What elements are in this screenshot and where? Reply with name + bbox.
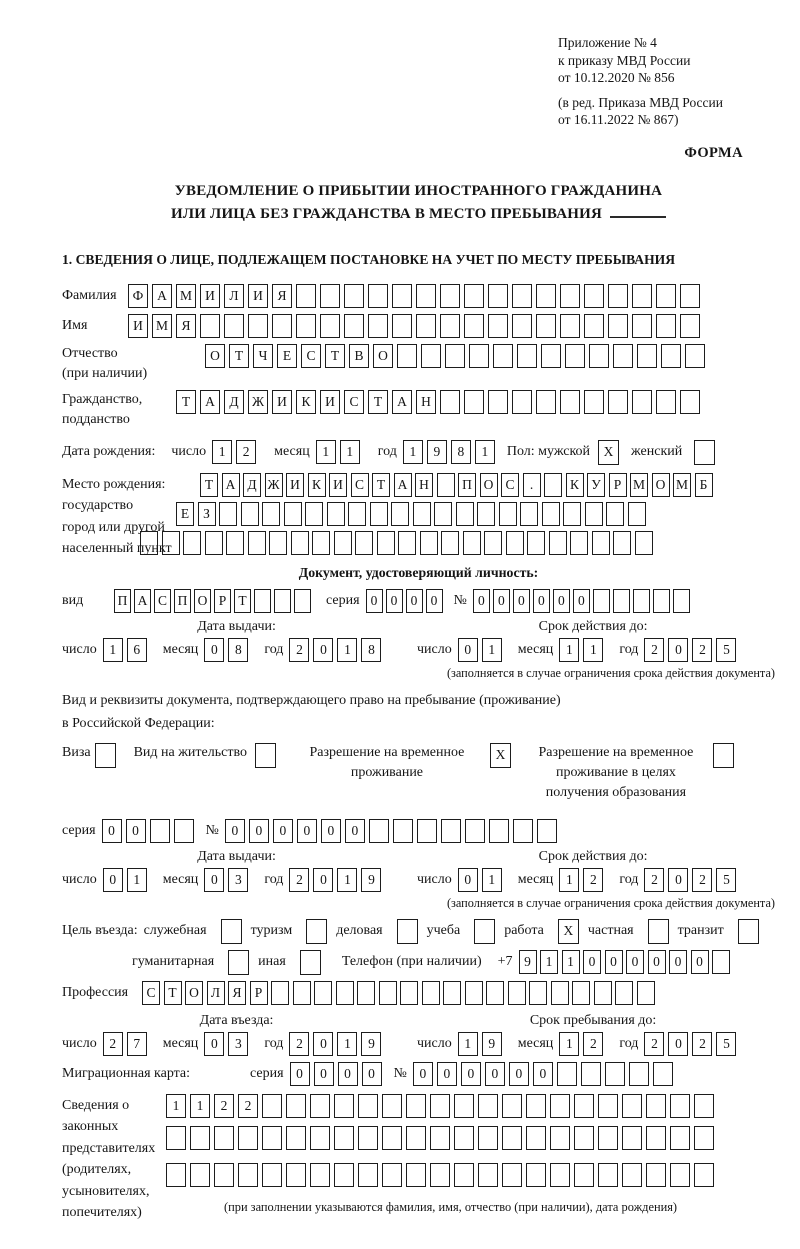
entry-month-cells[interactable]: 0 3	[204, 1032, 252, 1056]
doc-number-label: №	[453, 592, 467, 608]
residence-number-cells[interactable]: 0 0 0 0 0 0	[225, 819, 561, 843]
representatives-row3-cells[interactable]	[166, 1163, 718, 1187]
form-title-line2: ИЛИ ЛИЦА БЕЗ ГРАЖДАНСТВА В МЕСТО ПРЕБЫВАНИЯ	[62, 203, 775, 226]
residence-issue-month-cells[interactable]: 0 3	[204, 868, 252, 892]
residence-doc-options	[62, 743, 775, 803]
given-name-cells[interactable]: И М Я	[128, 314, 704, 338]
option-residence-permit	[134, 743, 276, 768]
option-temp-residence-education-checkbox[interactable]	[713, 743, 734, 768]
option-temp-residence	[292, 743, 511, 783]
option-residence-permit-checkbox[interactable]	[255, 743, 276, 768]
birth-month-cells[interactable]: 1 1	[316, 440, 364, 464]
migration-card-row	[62, 1062, 775, 1086]
stay-until-date: число 1 9 месяц 1 2 год 2 0 2 5	[417, 1032, 752, 1056]
migration-series-cells[interactable]: 0 0 0 0	[290, 1062, 386, 1086]
expiry-day-cells[interactable]: 0 1	[458, 638, 506, 662]
birth-place-row1-cells[interactable]: Т А Д Ж И К И С Т А Н П О С . К У Р М О М Б	[200, 473, 716, 497]
residence-expiry-month-cells[interactable]: 1 2	[559, 868, 607, 892]
entry-day-cells[interactable]: 2 7	[103, 1032, 151, 1056]
purpose-row-2	[132, 950, 775, 975]
forma-label: ФОРМА	[684, 144, 743, 161]
residence-doc-dates-row	[62, 868, 775, 892]
sex-female-label: женский	[631, 444, 683, 459]
phone-prefix: +7	[497, 954, 513, 969]
identity-expiry-date: число 0 1 месяц 1 1 год 2 0 2 5	[417, 638, 752, 662]
purpose-transit: транзит	[678, 919, 759, 944]
purpose-private-checkbox[interactable]	[648, 919, 669, 944]
issue-day-cells[interactable]: 1 6	[103, 638, 151, 662]
birth-place-labels: Место рождения: государство город или другой населенный пункт	[62, 476, 172, 556]
purpose-study: учеба	[427, 919, 496, 944]
expiry-year-cells[interactable]: 2 0 2 5	[644, 638, 740, 662]
residence-doc-note: (заполняется в случае ограничения срока действия документа)	[446, 895, 775, 910]
birth-day-cells[interactable]: 1 2	[212, 440, 260, 464]
residence-issue-date: число 0 1 месяц 0 3 год 2 0 1 9	[62, 868, 417, 892]
representatives-row2-cells[interactable]	[166, 1126, 718, 1150]
birth-place-block	[62, 473, 775, 560]
purpose-humanitarian-checkbox[interactable]	[228, 950, 249, 975]
residence-doc-intro: Вид и реквизиты документа, подтверждающего право на пребывание (проживание) в Российской Федерации:	[62, 692, 561, 731]
option-temp-residence-checkbox[interactable]: X	[490, 743, 511, 768]
option-residence-permit-label: Вид на жительство	[133, 744, 247, 760]
option-temp-residence-education-label: Разрешение на временное проживание в целях получения образования	[538, 744, 694, 800]
identity-issue-date: число 1 6 месяц 0 8 год 2 0 1 8	[62, 638, 417, 662]
birth-year-label: год	[377, 444, 397, 459]
doc-number-cells[interactable]: 0 0 0 0 0 0	[473, 589, 693, 613]
appendix-header	[558, 34, 798, 129]
stay-year-cells[interactable]: 2 0 2 5	[644, 1032, 740, 1056]
residence-expiry-day-cells[interactable]: 0 1	[458, 868, 506, 892]
birth-place-row3-cells[interactable]	[140, 531, 656, 555]
amendment-line: от 16.11.2022 № 867)	[558, 112, 679, 127]
issue-month-cells[interactable]: 0 8	[204, 638, 252, 662]
purpose-business-checkbox[interactable]	[397, 919, 418, 944]
form-title	[62, 180, 775, 226]
stay-day-cells[interactable]: 1 9	[458, 1032, 506, 1056]
profession-label: Профессия	[62, 984, 129, 1000]
sex-male-checkbox[interactable]: X	[598, 440, 619, 465]
amendment-line: (в ред. Приказа МВД России	[558, 94, 723, 110]
purpose-tourism: туризм	[251, 919, 328, 944]
residence-doc-series-row	[62, 819, 775, 843]
given-name-row	[62, 314, 775, 338]
appendix-line: от 10.12.2020 № 856	[558, 70, 675, 85]
sex-label: Пол: мужской	[506, 444, 591, 459]
representatives-labels: Сведения о законных представителях (родителях, усыновителях, попечителях)	[62, 1097, 156, 1220]
patronymic-row	[62, 344, 775, 384]
purpose-row-1	[62, 919, 775, 944]
entry-date-heading: Дата въезда:	[199, 1012, 274, 1028]
representatives-row1-cells[interactable]: 1 1 2 2	[166, 1094, 718, 1118]
phone-cells[interactable]: 9 1 1 0 0 0 0 0 0	[519, 950, 734, 974]
issue-date-heading: Дата выдачи:	[197, 618, 276, 634]
purpose-tourism-checkbox[interactable]	[306, 919, 327, 944]
identity-doc-dates-row	[62, 638, 775, 662]
identity-doc-date-headings	[62, 619, 775, 635]
profession-cells[interactable]: С Т О Л Я Р	[142, 981, 658, 1005]
entry-dates-row	[62, 1032, 775, 1056]
residence-series-label: серия	[62, 822, 96, 838]
purpose-other-checkbox[interactable]	[300, 950, 321, 975]
migration-card-label: Миграционная карта:	[62, 1065, 191, 1081]
given-name-label: Имя	[62, 317, 88, 333]
appendix-line: Приложение № 4	[558, 35, 657, 50]
stay-until-heading: Срок пребывания до:	[529, 1012, 657, 1028]
purpose-label: Цель въезда:	[62, 923, 138, 938]
sex-female-checkbox[interactable]	[694, 440, 715, 465]
residence-issue-year-cells[interactable]: 2 0 1 9	[289, 868, 385, 892]
migration-series-label: серия	[250, 1065, 284, 1081]
patronymic-cells[interactable]: О Т Ч Е С Т В О	[205, 344, 709, 368]
birth-date-row	[62, 440, 775, 465]
stay-month-cells[interactable]: 1 2	[559, 1032, 607, 1056]
surname-label: Фамилия	[62, 287, 117, 303]
birth-day-label: число	[171, 444, 207, 459]
doc-series-cells[interactable]: 0 0 0 0	[366, 589, 446, 613]
purpose-work: работа X	[504, 919, 579, 944]
purpose-private: частная	[588, 919, 669, 944]
option-temp-residence-label: Разрешение на временное проживание	[309, 744, 465, 780]
residence-number-label: №	[205, 822, 219, 838]
citizenship-row	[62, 390, 775, 430]
appendix-line: к приказу МВД России	[558, 52, 691, 68]
patronymic-label: Отчество (при наличии)	[62, 345, 148, 381]
form-title-line1: УВЕДОМЛЕНИЕ О ПРИБЫТИИ ИНОСТРАННОГО ГРАЖДАНИНА	[174, 182, 663, 199]
birth-place-row2-cells[interactable]: Е З	[176, 502, 649, 526]
citizenship-label: Гражданство, подданство	[62, 391, 143, 427]
citizenship-cells[interactable]: Т А Д Ж И К И С Т А Н	[176, 390, 704, 414]
representatives-block	[62, 1094, 775, 1220]
residence-doc-date-headings	[62, 849, 775, 865]
birth-year-cells[interactable]: 1 9 8 1	[403, 440, 499, 464]
doc-kind-label: вид	[62, 592, 84, 608]
issue-year-cells[interactable]: 2 0 1 8	[289, 638, 385, 662]
profession-row	[62, 981, 775, 1005]
residence-expiry-heading: Срок действия до:	[538, 848, 648, 864]
purpose-work-checkbox[interactable]: X	[558, 919, 579, 944]
purpose-official-checkbox[interactable]	[221, 919, 242, 944]
birth-month-label: месяц	[274, 444, 310, 459]
residence-expiry-date: число 0 1 месяц 1 2 год 2 0 2 5	[417, 868, 752, 892]
title-blank-line	[610, 204, 666, 218]
migration-number-label: №	[393, 1065, 407, 1081]
residence-expiry-year-cells[interactable]: 2 0 2 5	[644, 868, 740, 892]
purpose-study-checkbox[interactable]	[474, 919, 495, 944]
residence-issue-heading: Дата выдачи:	[197, 848, 276, 864]
residence-series-cells[interactable]: 0 0	[102, 819, 198, 843]
surname-row	[62, 284, 775, 308]
option-visa	[62, 743, 116, 768]
phone-label: Телефон (при наличии)	[341, 954, 482, 969]
entry-date: число 2 7 месяц 0 3 год 2 0 1 9	[62, 1032, 417, 1056]
purpose-transit-checkbox[interactable]	[738, 919, 759, 944]
option-temp-residence-education	[527, 743, 734, 803]
migration-number-cells[interactable]: 0 0 0 0 0 0	[413, 1062, 677, 1086]
purpose-official: служебная	[144, 919, 242, 944]
section1-heading: 1. СВЕДЕНИЯ О ЛИЦЕ, ПОДЛЕЖАЩЕМ ПОСТАНОВКЕ НА УЧЕТ ПО МЕСТУ ПРЕБЫВАНИЯ	[62, 251, 676, 267]
option-visa-checkbox[interactable]	[95, 743, 116, 768]
identity-doc-note: (заполняется в случае ограничения срока действия документа)	[446, 665, 775, 680]
entry-year-cells[interactable]: 2 0 1 9	[289, 1032, 385, 1056]
doc-series-label: серия	[326, 592, 360, 608]
option-visa-label: Виза	[62, 744, 91, 760]
purpose-other: иная	[258, 950, 321, 975]
residence-issue-day-cells[interactable]: 0 1	[103, 868, 151, 892]
purpose-business: деловая	[336, 919, 417, 944]
purpose-humanitarian: гуманитарная	[132, 950, 249, 975]
entry-date-headings	[62, 1013, 775, 1029]
surname-cells[interactable]: Ф А М И Л И Я	[128, 284, 704, 308]
identity-doc-kind-row	[62, 589, 775, 613]
identity-doc-heading: Документ, удостоверяющий личность:	[298, 564, 539, 580]
expiry-date-heading: Срок действия до:	[538, 618, 648, 634]
birth-date-label: Дата рождения:	[62, 444, 156, 459]
doc-kind-cells[interactable]: П А С П О Р Т	[114, 589, 314, 613]
representatives-note: (при заполнении указываются фамилия, имя, отчество (при наличии), дата рождения)	[224, 1199, 678, 1214]
expiry-month-cells[interactable]: 1 1	[559, 638, 607, 662]
